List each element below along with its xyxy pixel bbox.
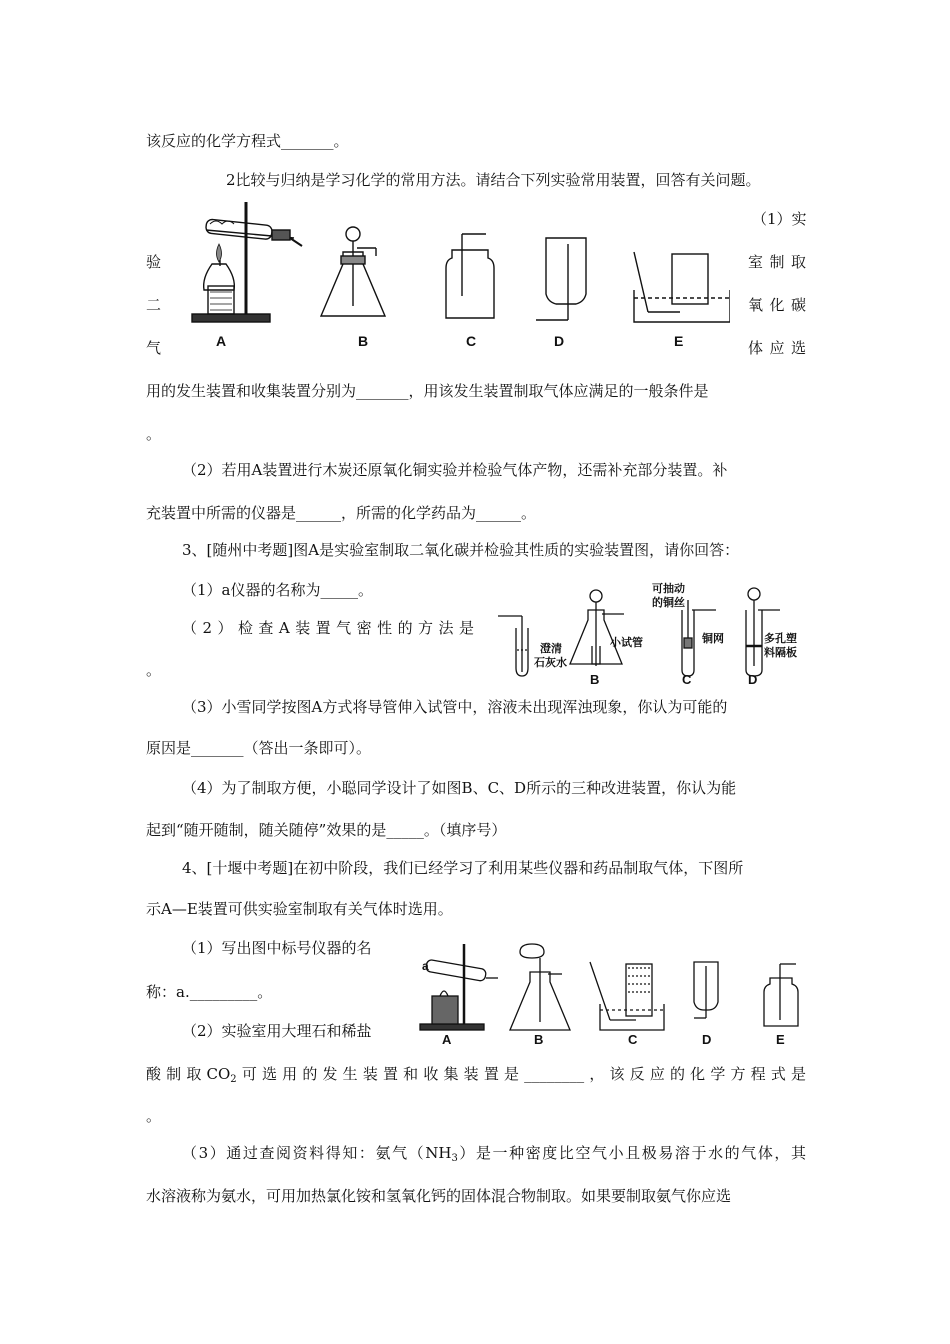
q2-p1-d2: 体应选 bbox=[748, 339, 806, 357]
svg-text:澄清: 澄清 bbox=[540, 643, 562, 655]
apparatus-d-inverted-bottle bbox=[694, 962, 718, 1018]
q3-p2: （2）检查A装置气密性的方法是 bbox=[182, 619, 474, 637]
q4-apparatus-figure bbox=[414, 938, 806, 1046]
q3-fig-label-c: C bbox=[682, 672, 692, 687]
q3-p3-a: （3）小雪同学按图A方式将导管伸入试管中，溶液未出现浑浊现象，你认为可能的 bbox=[182, 698, 728, 716]
q3-p3-b: 原因是_______（答出一条即可）。 bbox=[146, 739, 372, 757]
q4-p3-b: 水溶液称为氨水，可用加热氯化铵和氢氧化钙的固体混合物制取。如果要制取氨气你应选 bbox=[146, 1187, 732, 1205]
q4-p1-b: 称：a._________。 bbox=[146, 983, 273, 1001]
svg-text:铜网: 铜网 bbox=[702, 633, 724, 645]
apparatus-c-gas-bottle bbox=[446, 234, 494, 318]
q2-fig-label-a: A bbox=[216, 333, 227, 349]
q2-p1-a: （1）实 bbox=[752, 210, 807, 228]
q2-p1-d1: 气 bbox=[146, 339, 162, 357]
svg-text:石灰水: 石灰水 bbox=[534, 657, 567, 669]
q2-p1-b1: 验 bbox=[146, 253, 162, 271]
q3-p2-end: 。 bbox=[146, 661, 162, 679]
q4-fig-marker-a: a bbox=[422, 959, 429, 973]
apparatus-b-flask-small-tube bbox=[570, 590, 624, 666]
q4-p2-a: （2）实验室用大理石和稀盐 bbox=[182, 1022, 372, 1040]
q4-intro-b: 示A—E装置可供实验室制取有关气体时选用。 bbox=[146, 900, 453, 918]
q2-fig-label-c: C bbox=[466, 333, 477, 349]
q3-fig-label-d: D bbox=[748, 672, 758, 687]
q2-p1-e: 用的发生装置和收集装置分别为_______，用该发生装置制取气体应满足的一般条件是 bbox=[146, 382, 709, 400]
q4-fig-label-b: B bbox=[534, 1032, 544, 1046]
q4-p1-a: （1）写出图中标号仪器的名 bbox=[182, 939, 372, 957]
apparatus-b-flask-funnel bbox=[321, 227, 385, 316]
q3-p4-a: （4）为了制取方便，小聪同学设计了如图B、C、D所示的三种改进装置，你认为能 bbox=[182, 779, 737, 797]
q4-p3-a: （3）通过查阅资料得知：氨气$(NH_3)$是一种密度比空气小且极易溶于水的气体，其 bbox=[182, 1144, 806, 1164]
q3-p4-b: 起到“随开随制，随关随停”效果的是_____。（填序号） bbox=[146, 821, 507, 839]
q4-fig-label-d: D bbox=[702, 1032, 712, 1046]
q2-p1-f: 。 bbox=[146, 425, 162, 443]
limewater-test-tube bbox=[498, 616, 528, 676]
svg-text:料隔板: 料隔板 bbox=[764, 647, 797, 659]
svg-text:的铜丝: 的铜丝 bbox=[652, 597, 685, 609]
q3-p1: （1）a仪器的名称为_____。 bbox=[182, 581, 373, 599]
q4-fig-label-e: E bbox=[776, 1032, 785, 1046]
q2-fig-label-d: D bbox=[554, 333, 565, 349]
svg-text:可抽动: 可抽动 bbox=[652, 583, 685, 595]
apparatus-d-inverted-bottle bbox=[536, 238, 586, 320]
apparatus-c-water-trough bbox=[590, 962, 664, 1030]
q3-intro: 3、[随州中考题]图A是实验室制取二氧化碳并检验其性质的实验装置图，请你回答： bbox=[182, 541, 740, 559]
apparatus-a-heating-setup bbox=[420, 944, 498, 1030]
q2-fig-label-e: E bbox=[674, 333, 684, 349]
q4-fig-label-a: A bbox=[442, 1032, 452, 1046]
q2-p1-c1: 二 bbox=[146, 296, 162, 314]
q4-p2-b: 酸制取$CO_2$可选用的发生装置和收集装置是________，该反应的化学方程式是 bbox=[146, 1065, 806, 1085]
q2-p2-a: （2）若用A装置进行木炭还原氧化铜实验并检验气体产物，还需补充部分装置。补 bbox=[182, 461, 728, 479]
apparatus-a-heating-setup bbox=[192, 202, 302, 322]
svg-text:小试管: 小试管 bbox=[610, 637, 643, 649]
apparatus-d-porous-plate bbox=[746, 588, 780, 676]
q2-intro: 2比较与归纳是学习化学的常用方法。请结合下列实验常用装置，回答有关问题。 bbox=[226, 171, 761, 189]
q2-p1-b2: 室制取 bbox=[748, 253, 806, 271]
q4-fig-label-c: C bbox=[628, 1032, 638, 1046]
q4-intro-a: 4、[十堰中考题]在初中阶段，我们已经学习了利用某些仪器和药品制取气体，下图所 bbox=[182, 859, 744, 877]
q2-fig-label-b: B bbox=[358, 333, 369, 349]
apparatus-b-flask-funnel bbox=[510, 944, 570, 1030]
q1-equation-line: 该反应的化学方程式_______。 bbox=[146, 132, 349, 150]
q2-p2-b: 充装置中所需的仪器是______，所需的化学药品为______。 bbox=[146, 504, 537, 522]
q3-fig-label-b: B bbox=[590, 672, 600, 687]
svg-text:多孔塑: 多孔塑 bbox=[764, 633, 797, 645]
q4-p2-c: 。 bbox=[146, 1107, 162, 1125]
apparatus-e-water-trough bbox=[634, 252, 730, 322]
q2-apparatus-figure bbox=[186, 194, 730, 354]
q2-p1-c2: 氧化碳 bbox=[748, 296, 806, 314]
q3-apparatus-figure bbox=[492, 580, 802, 692]
apparatus-e-gas-bottle bbox=[764, 964, 798, 1026]
